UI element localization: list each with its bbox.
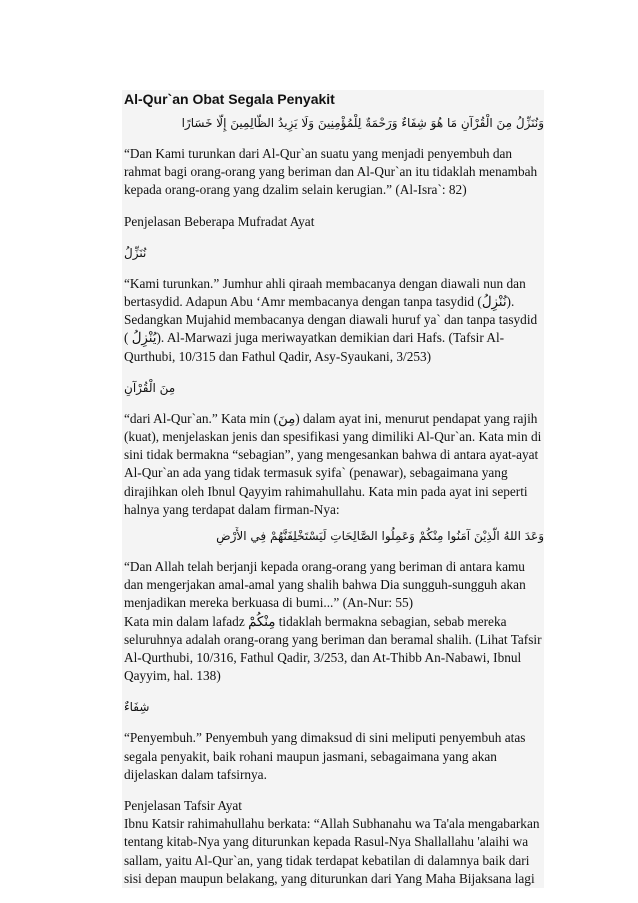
- word2-arabic: مِنَ الْقُرْآنِ: [124, 380, 176, 395]
- verse-translation: “Dan Kami turunkan dari Al-Qur`an suatu yang menjadi penyembuh dan rahmat bagi orang-orang yang beriman dan Al-Qur`an itu tidaklah menambah kepada orang-orang yang dzalim selain kerugian.” (Al-Isra`: 82): [124, 146, 538, 198]
- verse-arabic: وَنُنَزِّلُ مِنَ الْقُرْآنِ مَا هُوَ شِفَاءٌ وَرَحْمَةٌ لِلْمُؤْمِنِينَ وَلَا يَزِيدُ الظَّالِمِينَ إِلَّا خَسَارًا: [181, 116, 544, 130]
- word3-arabic: شِفَاءٌ: [124, 700, 150, 715]
- word1-arabic: نُنَزِّلُ: [124, 245, 147, 260]
- word3-explanation: “Penyembuh.” Penyembuh yang dimaksud di sini meliputi penyembuh atas segala penyakit, baik rohani maupun jasmani, sebagaimana yang akan dijelaskan dalam tafsirnya.: [124, 730, 526, 782]
- tafsir-text: Ibnu Katsir rahimahullahu berkata: “Allah Subhanahu wa Ta'ala mengabarkan tentang kitab-Nya yang diturunkan kepada Rasul-Nya Shallallahu 'alaihi wa sallam, yaitu Al-Qur`an, yang tidak terdapat kebatilan di dalamnya baik dari sisi depan maupun belakang, yang diturunkan dari Yang Maha Bijaksana lagi: [124, 816, 540, 886]
- article-title: Al-Qur`an Obat Segala Penyakit: [124, 91, 335, 107]
- document-page: [122, 90, 544, 888]
- heading-mufradat: Penjelasan Beberapa Mufradat Ayat: [124, 213, 315, 229]
- heading-tafsir: Penjelasan Tafsir Ayat: [124, 798, 242, 814]
- word2-explanation: “dari Al-Qur`an.” Kata min (مِنَ) dalam ayat ini, menurut pendapat yang rajih (kuat), menjelaskan jenis dan spesifikasi yang dimiliki Al-Qur`an. Kata min di sini tidak bermakna “sebagian”, yang mengesankan bahwa di antara ayat-ayat Al-Qur`an ada yang tidak termasuk syifa` (penawar), sebagaimana yang dirajihkan oleh Ibnul Qayyim rahimahullahu. Kata min pada ayat ini seperti halnya yang terdapat dalam firman-Nya:: [124, 410, 542, 517]
- verse2-note: Kata min dalam lafadz مِنْكُمْ tidaklah bermakna sebagian, sebab mereka seluruhnya adalah orang-orang yang beriman dan beramal shalih. (Lihat Tafsir Al-Qurthubi, 10/316, Fathul Qadir, 3/253, dan At-Thibb An-Nabawi, Ibnul Qayyim, hal. 138): [124, 613, 542, 684]
- verse2-arabic: وَعَدَ اللهُ الَّذِيْنَ آمَنُوا مِنْكُمْ وَعَمِلُوا الصَّالِحَاتِ لَيَسْتَخْلِفَنَّهُمْ فِي الأَرْضِ: [216, 529, 544, 544]
- verse2-translation: “Dan Allah telah berjanji kepada orang-orang yang beriman di antara kamu dan mengerjakan amal-amal yang shalih bahwa Dia sungguh-sungguh akan menjadikan mereka berkuasa di bumi...” (An-Nur: 55): [124, 559, 526, 611]
- word1-explanation: “Kami turunkan.” Jumhur ahli qiraah membacanya dengan diawali nun dan bertasydid. Adapun Abu ‘Amr membacanya dengan tanpa tasydid (نُنْزِلُ). Sedangkan Mujahid membacanya dengan diawali huruf ya` dan tanpa tasydid ( يُنْزِلُ). Al-Marwazi juga meriwayatkan demikian dari Hafs. (Tafsir Al-Qurthubi, 10/315 dan Fathul Qadir, Asy-Syaukani, 3/253): [124, 275, 538, 364]
